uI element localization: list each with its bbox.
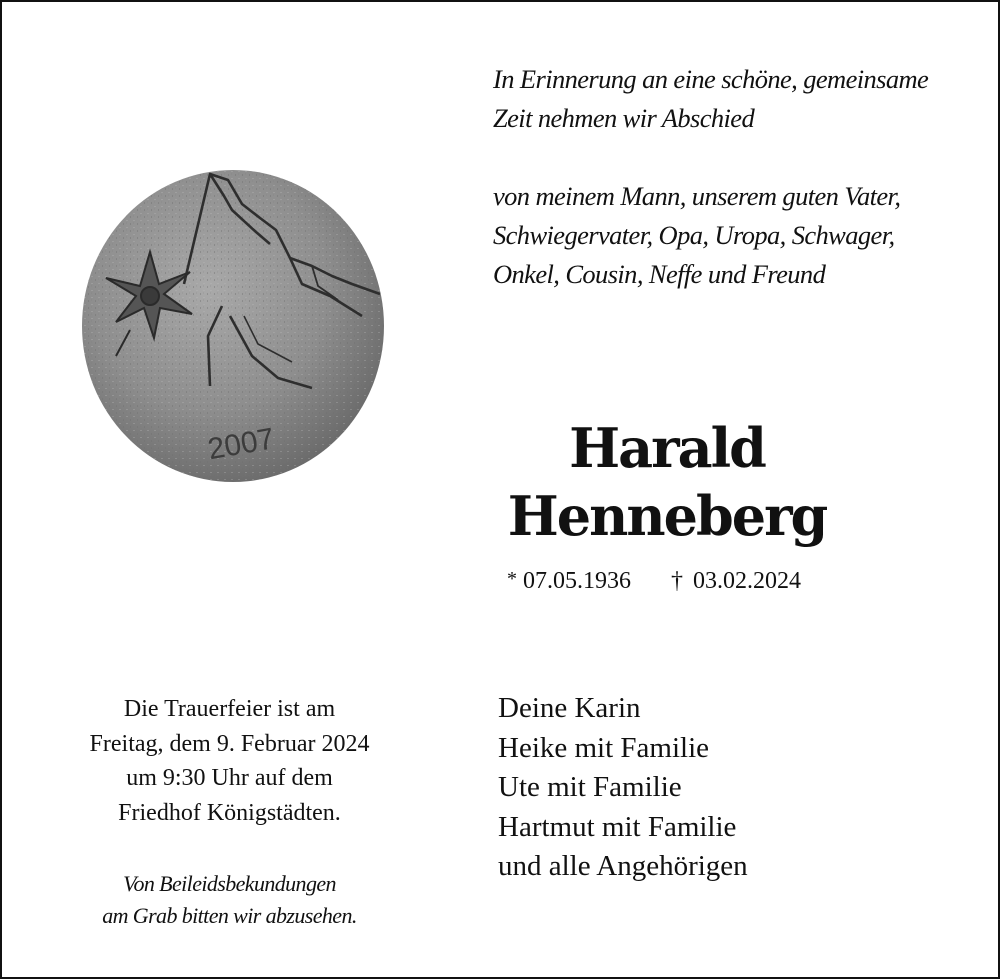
first-name: Harald xyxy=(569,416,765,480)
funeral-ceremony-info xyxy=(42,692,417,830)
last-name: Henneberg xyxy=(507,484,827,548)
ceremony-line: Friedhof Königstädten. xyxy=(118,799,341,826)
family-line: Heike mit Familie xyxy=(498,731,710,764)
intro-line: In Erinnerung an eine schöne, gemeinsame xyxy=(493,64,929,94)
death-date: 03.02.2024 xyxy=(693,568,801,594)
note-line: am Grab bitten wir abzusehen. xyxy=(102,903,357,928)
death-cross-icon: † xyxy=(671,568,683,594)
note-line: Von Beileidsbekundungen xyxy=(123,871,336,896)
intro-line: Zeit nehmen wir Abschied xyxy=(493,103,755,133)
life-dates xyxy=(507,564,801,596)
family-line: Deine Karin xyxy=(498,692,641,724)
intro-line: Schwiegervater, Opa, Uropa, Schwager, xyxy=(493,220,895,250)
ceremony-line: Freitag, dem 9. Februar 2024 xyxy=(89,730,370,757)
birth-date: 07.05.1936 xyxy=(523,568,631,594)
ceremony-line: um 9:30 Uhr auf dem xyxy=(126,765,333,791)
stone-year: 2007 xyxy=(205,422,277,467)
intro-text xyxy=(493,60,973,294)
deceased-name xyxy=(472,414,862,550)
family-line: Hartmut mit Familie xyxy=(498,810,737,843)
birth-star-icon: * xyxy=(507,568,517,590)
family-signatures xyxy=(498,689,918,887)
condolence-note xyxy=(42,868,417,932)
intro-line: von meinem Mann, unserem guten Vater, xyxy=(493,181,901,211)
engraved-stone-image xyxy=(80,166,386,484)
ceremony-line: Die Trauerfeier ist am xyxy=(123,696,336,722)
intro-line: Onkel, Cousin, Neffe und Freund xyxy=(493,259,826,289)
family-line: und alle Angehörigen xyxy=(498,850,748,882)
family-line: Ute mit Familie xyxy=(498,771,682,803)
intro-gap xyxy=(493,138,973,177)
